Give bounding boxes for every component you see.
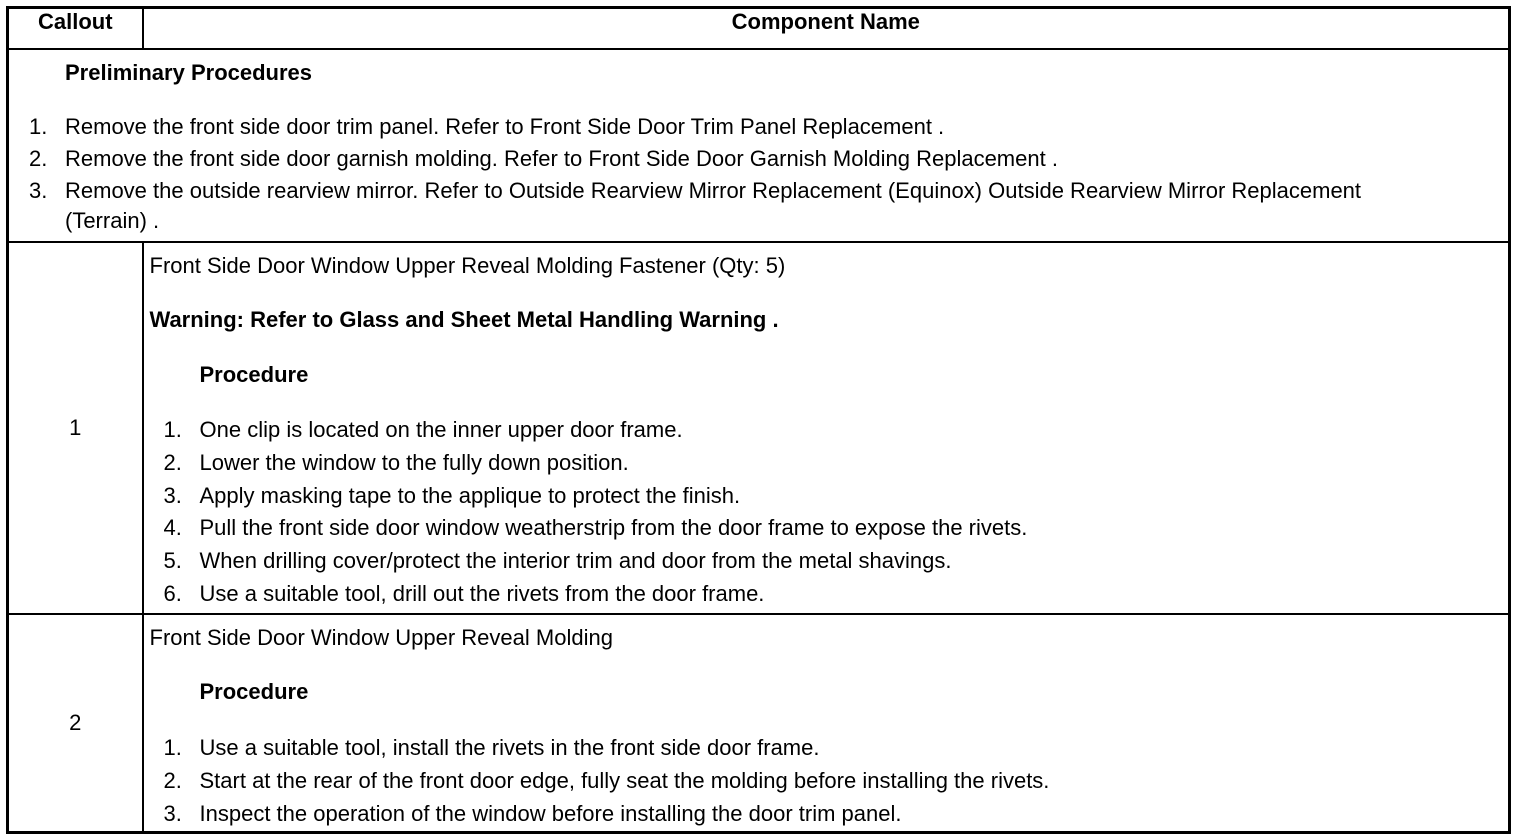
list-item bbox=[144, 733, 1509, 766]
table-row bbox=[8, 242, 1510, 614]
component-name: Front Side Door Window Upper Reveal Molding Fastener (Qty: 5) bbox=[149, 253, 786, 278]
step-text: Remove the front side door garnish molding. Refer to Front Side Door Garnish Molding Replacement . bbox=[65, 146, 1058, 171]
preliminary-cell bbox=[8, 49, 1510, 242]
procedure-steps bbox=[144, 415, 1509, 612]
component-cell bbox=[143, 614, 1510, 833]
preliminary-row bbox=[8, 49, 1510, 242]
list-item bbox=[144, 579, 1509, 612]
list-item bbox=[144, 448, 1509, 481]
list-item bbox=[144, 799, 1509, 832]
step-number: 6. bbox=[163, 580, 182, 606]
step-text: Inspect the operation of the window before installing the door trim panel. bbox=[199, 800, 902, 826]
procedure-table bbox=[6, 6, 1511, 834]
step-number: 4. bbox=[163, 515, 182, 541]
table-row bbox=[8, 614, 1510, 833]
preliminary-title: Preliminary Procedures bbox=[65, 60, 313, 85]
step-text: One clip is located on the inner upper door frame. bbox=[199, 417, 683, 442]
step-text: Remove the outside rearview mirror. Refer to Outside Rearview Mirror Replacement (Equinox) Outside Rearview Mirror Replacement (Terrain) . bbox=[65, 178, 1362, 233]
list-item bbox=[9, 144, 1508, 174]
step-text: Lower the window to the fully down position. bbox=[199, 449, 629, 475]
callout-cell: 2 bbox=[8, 614, 143, 833]
header-component-name: Component Name bbox=[143, 8, 1510, 50]
step-text: Pull the front side door window weatherstrip from the door frame to expose the rivets. bbox=[199, 515, 1028, 541]
component-name: Front Side Door Window Upper Reveal Molding bbox=[149, 625, 613, 650]
step-number: 3. bbox=[29, 178, 48, 203]
step-text: Start at the rear of the front door edge, fully seat the molding before installing the rivets. bbox=[199, 767, 1050, 793]
step-text: Apply masking tape to the applique to protect the finish. bbox=[199, 482, 741, 508]
procedure-label: Procedure bbox=[199, 679, 309, 704]
callout-cell: 1 bbox=[8, 242, 143, 614]
procedure-steps bbox=[144, 733, 1509, 831]
step-number: 5. bbox=[163, 548, 182, 574]
step-number: 3. bbox=[163, 482, 182, 508]
step-number: 1. bbox=[163, 735, 182, 760]
preliminary-steps bbox=[9, 112, 1508, 238]
table-header-row bbox=[8, 8, 1510, 50]
list-item bbox=[144, 766, 1509, 799]
list-item bbox=[144, 481, 1509, 514]
procedure-label: Procedure bbox=[199, 362, 309, 387]
list-item bbox=[9, 176, 1508, 236]
step-text: Remove the front side door trim panel. Refer to Front Side Door Trim Panel Replacement . bbox=[65, 114, 945, 139]
step-number: 3. bbox=[163, 800, 182, 826]
step-text: Use a suitable tool, install the rivets in the front side door frame. bbox=[199, 735, 820, 760]
warning-text: Warning: Refer to Glass and Sheet Metal Handling Warning . bbox=[149, 307, 779, 332]
list-item bbox=[144, 513, 1509, 546]
step-number: 1. bbox=[29, 114, 48, 139]
list-item bbox=[144, 546, 1509, 579]
step-number: 2. bbox=[163, 449, 182, 475]
list-item bbox=[9, 112, 1508, 142]
step-text: When drilling cover/protect the interior trim and door from the metal shavings. bbox=[199, 548, 952, 574]
header-callout: Callout bbox=[8, 8, 143, 50]
step-number: 2. bbox=[163, 767, 182, 793]
component-cell bbox=[143, 242, 1510, 614]
list-item bbox=[144, 415, 1509, 448]
step-text: Use a suitable tool, drill out the rivets from the door frame. bbox=[199, 580, 765, 606]
step-number: 2. bbox=[29, 146, 48, 171]
step-number: 1. bbox=[163, 417, 182, 442]
